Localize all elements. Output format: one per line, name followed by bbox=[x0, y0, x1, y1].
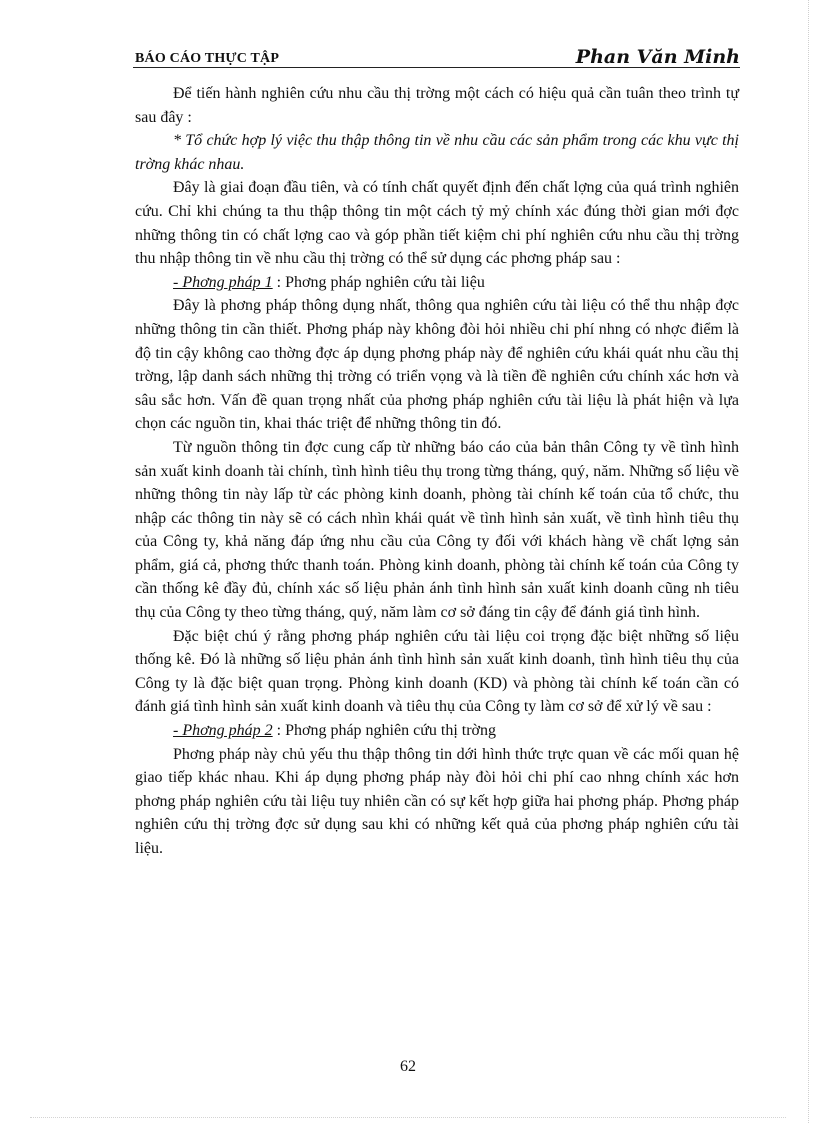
method-2-label: - Phơng pháp 2 bbox=[173, 722, 273, 740]
author-name: Phan Văn Minh bbox=[575, 46, 740, 68]
report-title: BÁO CÁO THỰC TẬP bbox=[135, 51, 280, 66]
method-1-text: : Phơng pháp nghiên cứu tài liệu bbox=[276, 273, 485, 291]
paragraph-italic: * Tổ chức hợp lý việc thu thập thông tin về nhu cầu các sản phẩm trong các khu vực thị trờng khác nhau. bbox=[135, 132, 739, 173]
page-edge-right bbox=[808, 0, 809, 1123]
method-2-text: : Phơng pháp nghiên cứu thị trờng bbox=[276, 722, 496, 740]
paragraph: Đây là phơng pháp thông dụng nhất, thông qua nghiên cứu tài liệu có thể thu nhập đợc những thông tin cần thiết. Phơng pháp này không đòi hỏi nhiều chi phí nhng có nhợc điểm là độ tin cậy không cao thờng đợc áp dụng phơng pháp này để nghiên cứu khái quát nhu cầu thị trờng, lập danh sách những thị trờng có triển vọng và là tiền đề nghiên cứu chính xác hơn và sâu sắc hơn. Vấn đề quan trọng nhất của phơng pháp nghiên cứu tài liệu là phát hiện và lựa chọn các nguồn tin, khai thác triệt để những thông tin đó. bbox=[135, 297, 739, 433]
page-header bbox=[133, 46, 740, 68]
method-1-line bbox=[135, 271, 739, 295]
page-number: 62 bbox=[400, 1058, 416, 1075]
paragraph: Đặc biệt chú ý rằng phơng pháp nghiên cứu tài liệu coi trọng đặc biệt những số liệu thống kê. Đó là những số liệu phản ánh tình hình sản xuất kinh doanh, tình hình tiêu thụ của Công ty là đặc biệt quan trọng. Phòng kinh doanh (KD) và phòng tài chính kế toán cần có đánh giá tình hình sản xuất kinh doanh và tiêu thụ của Công ty làm cơ sở để xử lý về sau : bbox=[135, 627, 739, 716]
paragraph: Đây là giai đoạn đầu tiên, và có tính chất quyết định đến chất lợng của quá trình nghiên cứu. Chỉ khi chúng ta thu thập thông tin một cách tỷ mỷ chính xác đúng thời gian mới đợc những thông tin có chất lợng cao và góp phần tiết kiệm chi phí nghiên cứu nhu cầu thị trờng thu nhập thông tin về nhu cầu thị trờng có thể sử dụng các phơng pháp sau : bbox=[135, 179, 739, 268]
header-rule bbox=[133, 67, 740, 68]
paragraph: Để tiến hành nghiên cứu nhu cầu thị trờng một cách có hiệu quả cần tuân theo trình tự sau đây : bbox=[135, 85, 739, 126]
document-body bbox=[135, 82, 739, 861]
paragraph: Phơng pháp này chủ yếu thu thập thông tin dới hình thức trực quan về các mối quan hệ giao tiếp khác nhau. Khi áp dụng phơng pháp này đòi hỏi chi phí cao nhng chính xác hơn phơng pháp nghiên cứu tài liệu tuy nhiên cần có sự kết hợp giữa hai phơng pháp. Phơng pháp nghiên cứu thị trờng đợc sử dụng sau khi có những kết quả của phơng pháp nghiên cứu tài liệu. bbox=[135, 745, 739, 857]
paragraph: Từ nguồn thông tin đợc cung cấp từ những báo cáo của bản thân Công ty về tình hình sản xuất kinh doanh tài chính, tình hình tiêu thụ trong từng tháng, quý, năm. Những số liệu về những thông tin này lấp từ các phòng kinh doanh, phòng tài chính kế toán của tổ chức, thu nhập các thông tin này sẽ có cách nhìn khái quát về tình hình sản xuất, về tình hình tiêu thụ của Công ty, khả năng đáp ứng nhu cầu của Công ty đối với khách hàng về chất lợng sản phẩm, giá cả, phơng thức thanh toán. Phòng kinh doanh, phòng tài chính kế toán của Công ty cần thống kê đầy đủ, chính xác số liệu phản ánh tình hình sản xuất kinh doanh cũng nh tiêu thụ của Công ty theo từng tháng, quý, năm làm cơ sở đáng tin cậy để đánh giá tình hình. bbox=[135, 438, 739, 622]
method-2-line bbox=[135, 719, 739, 743]
page-edge-bottom bbox=[30, 1117, 786, 1118]
method-1-label: - Phơng pháp 1 bbox=[173, 273, 273, 291]
